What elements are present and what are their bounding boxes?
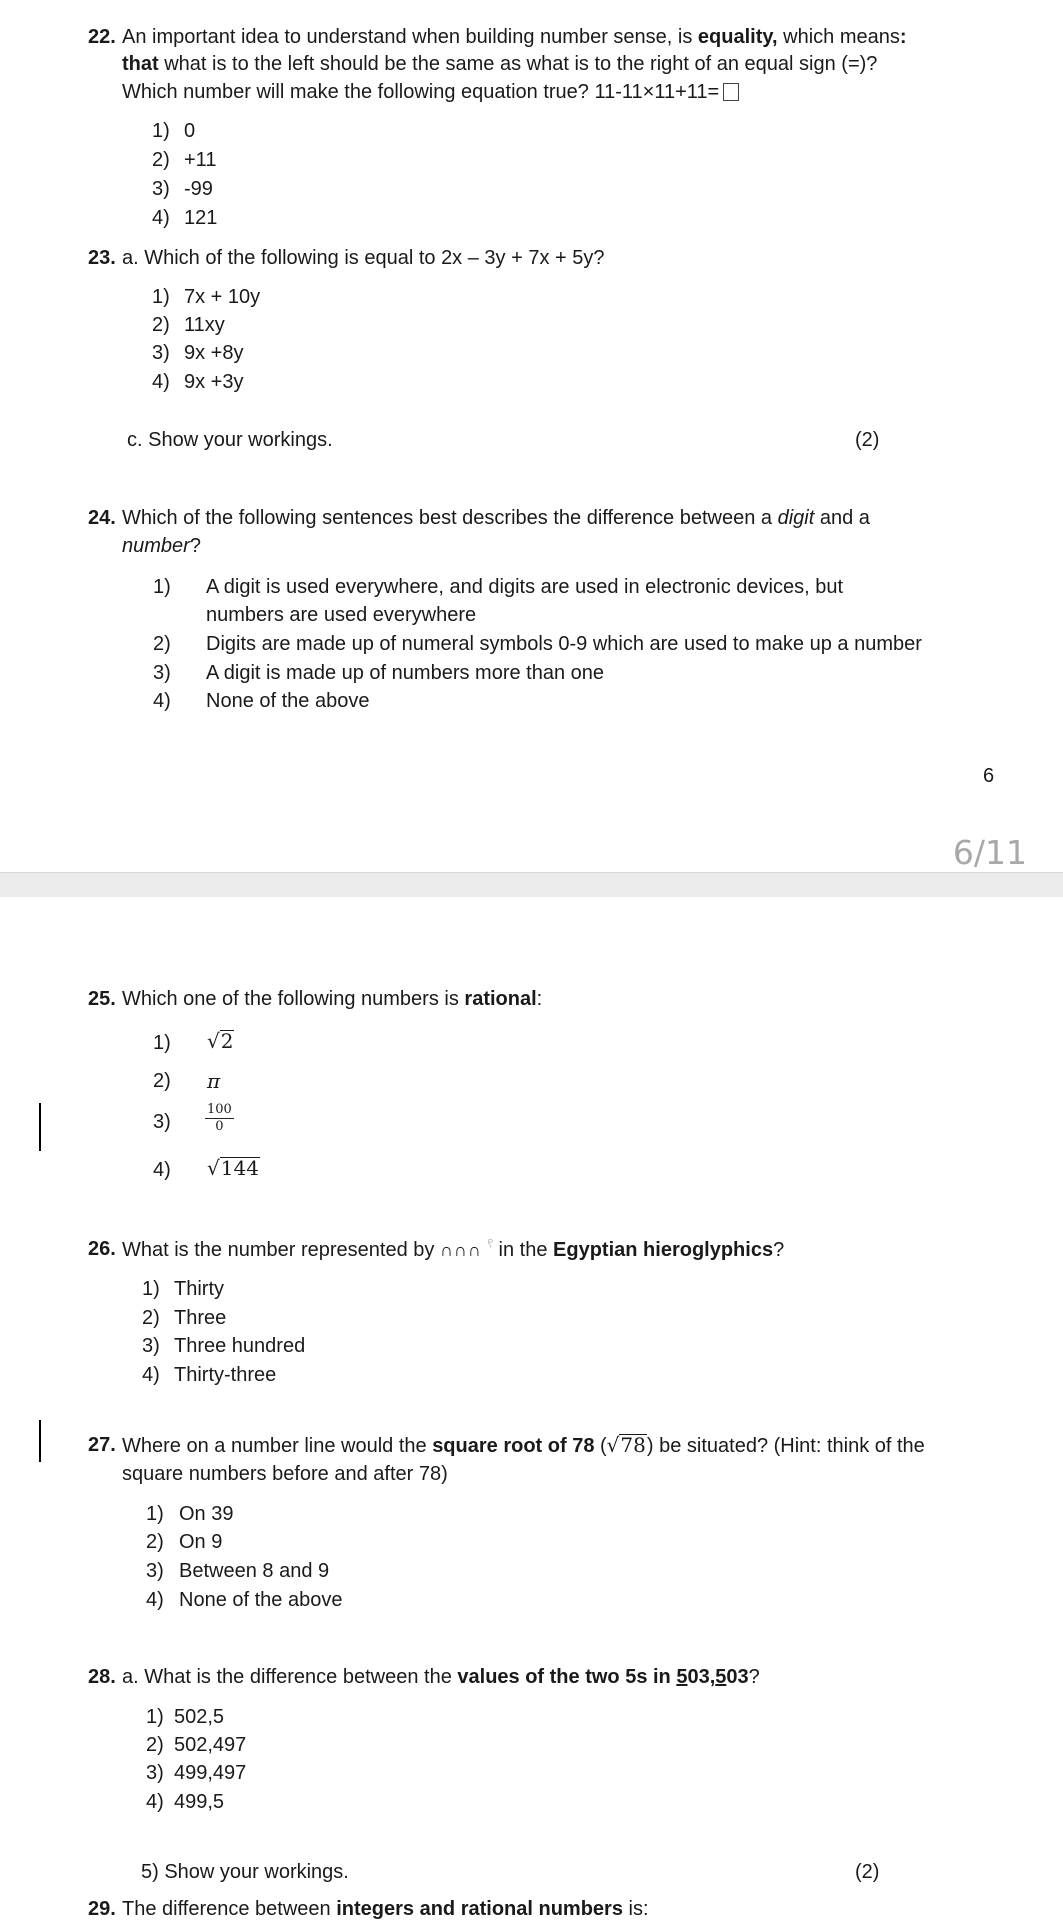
question-text-line: Which of the following sentences best describes the difference between a digit and a [122,507,870,529]
option-number: 4) [152,371,170,393]
option-number: 1) [146,1503,164,1525]
option-number: 3) [153,662,171,684]
question-text: The difference between integers and rational numbers is: [122,1898,649,1920]
option-number: 4) [146,1791,164,1813]
question-number: 25. [88,988,116,1010]
hieroglyph-coil-icon: 𓍢 [487,1237,493,1253]
option-text: A digit is used everywhere, and digits are used in electronic devices, but [206,576,844,598]
option-text: Thirty [174,1278,224,1300]
option-text: None of the above [206,690,370,712]
question-number: 28. [88,1666,116,1688]
question-text: a. Which of the following is equal to 2x – 3y + 7x + 5y? [122,247,605,269]
option-number: 2) [146,1734,164,1756]
question-number: 24. [88,507,116,529]
option-text: 499,497 [174,1762,247,1784]
text-cursor [39,1420,41,1462]
question-text-line: that what is to the left should be the same as what is to the right of an equal sign (=)? [122,53,878,75]
option-text: 499,5 [174,1791,225,1813]
option-number: 1) [152,286,170,308]
option-number: 2) [152,314,170,336]
option-number: 3) [146,1762,164,1784]
question-number: 29. [88,1898,116,1920]
option-number: 1) [142,1278,160,1300]
option-text: A digit is made up of numbers more than one [206,662,605,684]
option-number: 2) [153,1070,171,1092]
option-text: 502,5 [174,1706,225,1728]
question-number: 27. [88,1434,116,1456]
option-text: On 9 [179,1531,223,1553]
question-text-line: square numbers before and after 78) [122,1463,448,1485]
question-text-line: Which number will make the following equation true? 11-11×11+11= [122,80,739,104]
answer-box [723,83,739,101]
option-sqrt: √144 [207,1156,259,1180]
option-text: +11 [184,149,217,171]
option-number: 4) [146,1589,164,1611]
option-text: π [207,1069,221,1093]
option-number: 1) [153,1032,171,1054]
option-text: None of the above [179,1589,343,1611]
option-fraction: $\frac{100}{0}$ [207,1102,232,1134]
workings-prompt: 5) Show your workings. [141,1861,349,1883]
option-number: 2) [152,149,170,171]
option-number: 1) [152,120,170,142]
option-text: Between 8 and 9 [179,1560,330,1582]
option-text: Thirty-three [174,1364,277,1386]
option-text: On 39 [179,1503,234,1525]
option-number: 3) [152,342,170,364]
question-text: a. What is the difference between the values of the two 5s in 503,503? [122,1666,760,1688]
option-text: 9x +3y [184,371,244,393]
option-text: Three hundred [174,1335,306,1357]
option-number: 4) [142,1364,160,1386]
hieroglyph-tens-icon: ∩∩∩ [439,1240,482,1260]
option-text-continued: numbers are used everywhere [206,604,477,626]
option-number: 1) [146,1706,164,1728]
option-number: 2) [146,1531,164,1553]
option-text: 11xy [184,314,225,336]
option-text: 502,497 [174,1734,247,1756]
page-separator [0,872,1063,897]
page-number: 6 [983,765,995,787]
option-text: Digits are made up of numeral symbols 0-9 which are used to make up a number [206,633,922,655]
question-text-line: number? [122,535,201,557]
option-number: 4) [152,207,170,229]
text-cursor [39,1103,41,1151]
option-number: 4) [153,690,171,712]
page-counter: 6/11 [952,833,1027,872]
option-number: 3) [152,178,170,200]
option-number: 3) [146,1560,164,1582]
option-number: 4) [153,1159,171,1181]
option-number: 3) [142,1335,160,1357]
option-text: -99 [184,178,213,200]
question-text: What is the number represented by ∩∩∩ $^𓍢$ in the Egyptian hieroglyphics? [122,1237,785,1261]
marks-label: (2) [855,1861,880,1883]
option-text: Three [174,1307,227,1329]
marks-label: (2) [855,429,880,451]
question-number: 26. [88,1238,116,1260]
workings-prompt: c. Show your workings. [127,429,333,451]
question-number: 23. [88,247,116,269]
option-number: 3) [153,1111,171,1133]
option-text: 7x + 10y [184,286,261,308]
option-sqrt: √2 [207,1029,234,1053]
option-number: 2) [153,633,171,655]
question-text-line: Where on a number line would the square root of 78 (√78) be situated? (Hint: think of the [122,1433,925,1457]
option-number: 2) [142,1307,160,1329]
option-text: 121 [184,207,218,229]
question-text-line: An important idea to understand when building number sense, is equality, which means: [122,26,907,48]
question-text: Which one of the following numbers is rational: [122,988,543,1010]
option-text: 9x +8y [184,342,244,364]
option-text: 0 [184,120,196,142]
question-number: 22. [88,26,116,48]
option-number: 1) [153,576,171,598]
